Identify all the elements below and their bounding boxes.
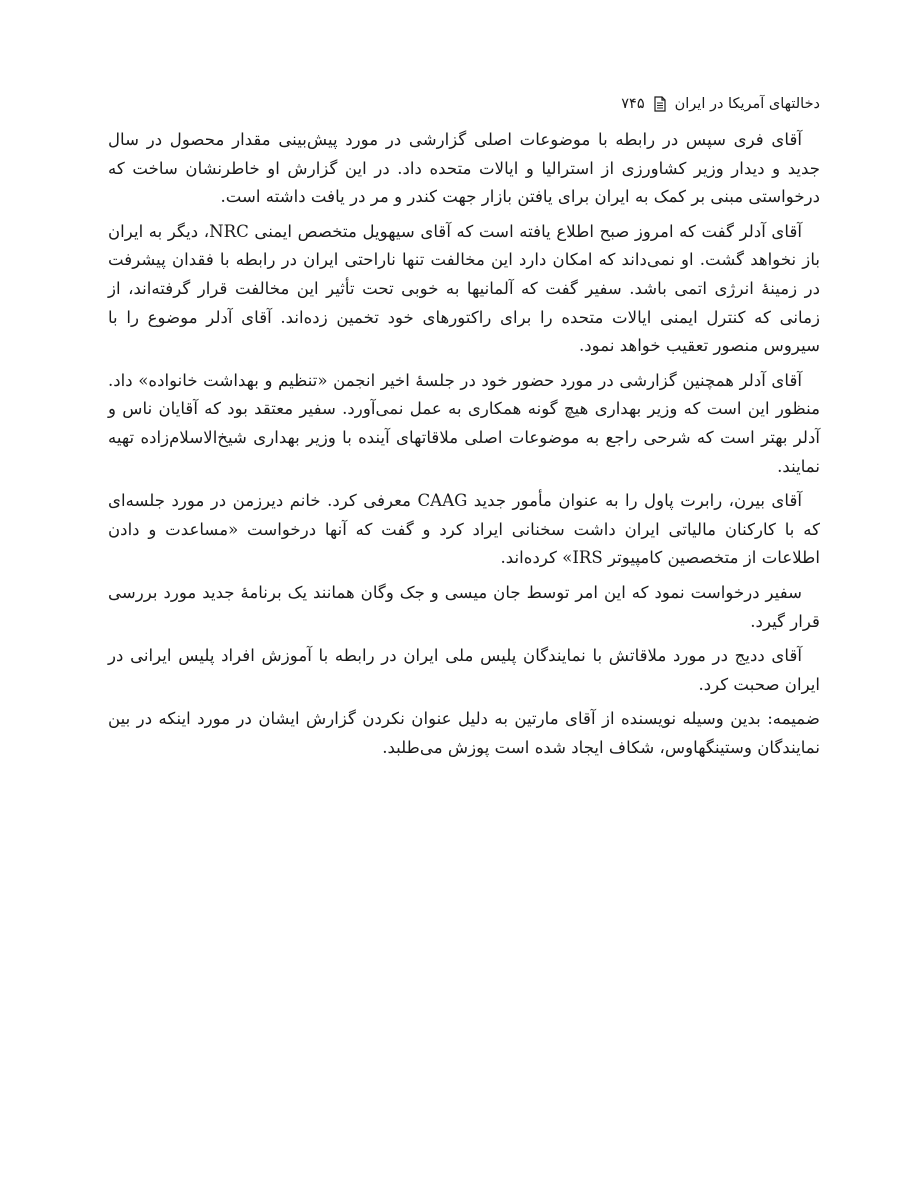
- body-text: [108, 126, 820, 762]
- appendix-paragraph: ضمیمه: بدین وسیله نویسنده از آقای مارتین به دلیل عنوان نکردن گزارش ایشان در مورد اینکه در بین نمایندگان وستینگهاوس، شکاف ایجاد شده است پوزش می‌طلبد.: [108, 709, 820, 757]
- running-header: [108, 92, 820, 116]
- paragraph: آقای آدلر همچنین گزارشی در مورد حضور خود در جلسهٔ اخیر انجمن «تنظیم و بهداشت خانواده» داد. منظور این است که وزیر بهداری هیچ گونه همکاری به عمل نمی‌آورد. سفیر معتقد بود که آقایان ناس و آدلر بهتر است که شرحی راجع به موضوعات اصلی ملاقاتهای آینده با وزیر بهداری شیخ‌الاسلام‌زاده تهیه نمایند.: [108, 370, 820, 476]
- document-page: [108, 92, 820, 768]
- page-number: ۷۴۵: [621, 96, 645, 112]
- book-title: دخالتهای آمریکا در ایران: [674, 96, 820, 112]
- paragraph: آقای بیرن، رابرت پاول را به عنوان مأمور جدید CAAG معرفی کرد. خانم دیرزمن در مورد جلسه‌ای که با کارکنان مالیاتی ایران داشت سخنانی ایراد کرد و گفت که آنها درخواست «مساعدت و دادن اطلاعات از متخصصین کامپیوتر IRS» کرده‌اند.: [108, 491, 820, 568]
- paragraph: آقای فری سپس در رابطه با موضوعات اصلی گزارشی در مورد پیش‌بینی مقدار محصول در سال جدید و دیدار وزیر کشاورزی از استرالیا و ایالات متحده داد. در این گزارش او خاطرنشان ساخت که درخواستی مبنی بر کمک به ایران برای یافتن بازار جهت کندر و مر در یافت داشته است.: [108, 130, 820, 207]
- paragraph: آقای ددیج در مورد ملاقاتش با نمایندگان پلیس ملی ایران در رابطه با آموزش افراد پلیس ایرانی در ایران صحبت کرد.: [108, 646, 820, 694]
- paragraph: آقای آدلر گفت که امروز صبح اطلاع یافته است که آقای سیهویل متخصص ایمنی NRC، دیگر به ایران باز نخواهد گشت. او نمی‌داند که امکان دارد این مخالفت تنها ناراحتی ایران در رابطه با فقدان پیشرفت در زمینهٔ انرژی اتمی باشد. سفیر گفت که آلمانیها به خوبی تحت تأثیر این مخالفت قرار گرفته‌اند، از زمانی که کنترل ایمنی ایالات متحده را برای راکتورهای خود تخمین زده‌اند. آقای آدلر موضوع را با سیروس منصور تعقیب خواهد نمود.: [108, 221, 820, 356]
- paragraph: سفیر درخواست نمود که این امر توسط جان میسی و جک وگان همانند یک برنامهٔ جدید مورد بررسی قرار گیرد.: [108, 582, 820, 631]
- page-icon: [653, 96, 667, 112]
